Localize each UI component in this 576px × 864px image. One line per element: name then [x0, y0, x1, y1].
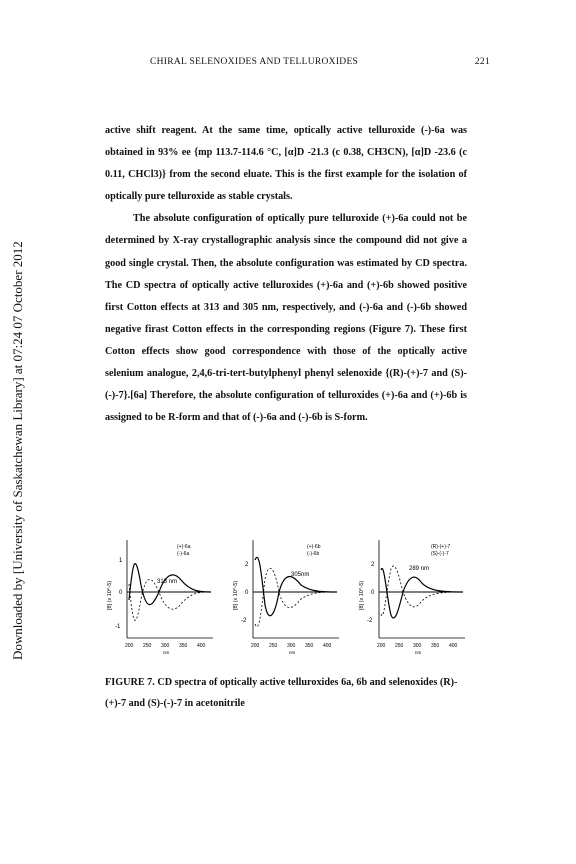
ytick-2-top: 2: [245, 562, 249, 568]
ytick-3-mid: 0: [371, 590, 375, 596]
ylabel-2: [θ] (x 10^-5): [233, 580, 239, 610]
ytick-2-bot: -2: [241, 618, 247, 624]
xtick-1-3: 350: [179, 643, 188, 649]
body-text: [105, 120, 467, 429]
ylabel-1: [θ] (x 10^-5): [107, 580, 113, 610]
legend-3b: (S)-(-)-7: [431, 551, 449, 557]
paragraph-2: The absolute configuration of optically pure telluroxide (+)-6a could not be determined by X-ray crystallographic analysis since the compound did not give a good single crystal. Then, the absolute configuration was estimated by CD spectra. The CD spectra of optically active telluroxides (+)-6a and (+)-6b showed positive first Cotton effects at 313 and 305 nm, respectively, and (-)-6a and (-)-6b showed negative firast Cotton effects in the corresponding regions (Figure 7). These first Cotton effects show good correspondence with those of the optically active selenium analogue, 2,4,6-tri-tert-butylphenyl phenyl selenoxide {(R)-(+)-7 and (S)-(-)-7}.[6a] Therefore, the absolute configuration of telluroxides (+)-6a and (+)-6b is assigned to be R-form and that of (-)-6a and (-)-6b is S-form.: [105, 213, 467, 424]
legend-1a: (+)-6a: [177, 544, 191, 550]
ytick-2-mid: 0: [245, 590, 249, 596]
xtick-3-4: 400: [449, 643, 458, 649]
xtick-3-0: 200: [377, 643, 386, 649]
xlabel-1: nm: [163, 650, 170, 655]
running-head: CHIRAL SELENOXIDES AND TELLUROXIDES: [150, 57, 359, 67]
legend-2a: (+)-6b: [307, 544, 321, 550]
ytick-1-mid: 0: [119, 590, 123, 596]
xtick-1-0: 200: [125, 643, 134, 649]
xtick-2-4: 400: [323, 643, 332, 649]
legend-2b: (-)-6b: [307, 551, 320, 557]
xtick-2-0: 200: [251, 643, 260, 649]
xlabel-2: nm: [289, 650, 296, 655]
cd-panel-3: [357, 530, 465, 655]
ytick-1-bot: -1: [115, 624, 121, 630]
xtick-1-4: 400: [197, 643, 206, 649]
peak-label-3: 289 nm: [409, 566, 430, 572]
legend-1b: (-)-6a: [177, 551, 190, 557]
xtick-2-1: 250: [269, 643, 278, 649]
cd-panel-1: [105, 530, 213, 655]
xlabel-3: nm: [415, 650, 422, 655]
xtick-2-3: 350: [305, 643, 314, 649]
figure-caption: FIGURE 7. CD spectra of optically active telluroxides 6a, 6b and selenoxides (R)-(+)-7 and (S)-(-)-7 in acetonitrile: [105, 677, 458, 709]
ytick-3-top: 2: [371, 562, 375, 568]
ytick-1-top: 1: [119, 558, 123, 564]
xtick-1-2: 300: [161, 643, 170, 649]
ytick-3-bot: -2: [367, 618, 373, 624]
legend-3a: (R)-(+)-7: [431, 544, 451, 550]
xtick-1-1: 250: [143, 643, 152, 649]
cd-panel-2: [231, 530, 339, 655]
xtick-3-1: 250: [395, 643, 404, 649]
xtick-3-3: 350: [431, 643, 440, 649]
figure-7: [105, 530, 465, 660]
xtick-2-2: 300: [287, 643, 296, 649]
xtick-3-2: 300: [413, 643, 422, 649]
ylabel-3: [θ] (x 10^-5): [359, 580, 365, 610]
peak-label-1: 313 nm: [157, 579, 178, 585]
peak-label-2: 305nm: [291, 572, 310, 578]
page-number: 221: [474, 57, 490, 67]
download-note: Downloaded by [University of Saskatchewan Library] at 07:24 07 October 2012: [10, 241, 25, 660]
paragraph-1: active shift reagent. At the same time, optically active telluroxide (-)-6a was obtained in 93% ee {mp 113.7-114.6 °C, [α]D -21.3 (c 0.38, CH3CN), [α]D -23.6 (c 0.11, CHCl3)} from the second eluate. This is the first example for the isolation of optically pure telluroxide as stable crystals.: [105, 125, 467, 203]
